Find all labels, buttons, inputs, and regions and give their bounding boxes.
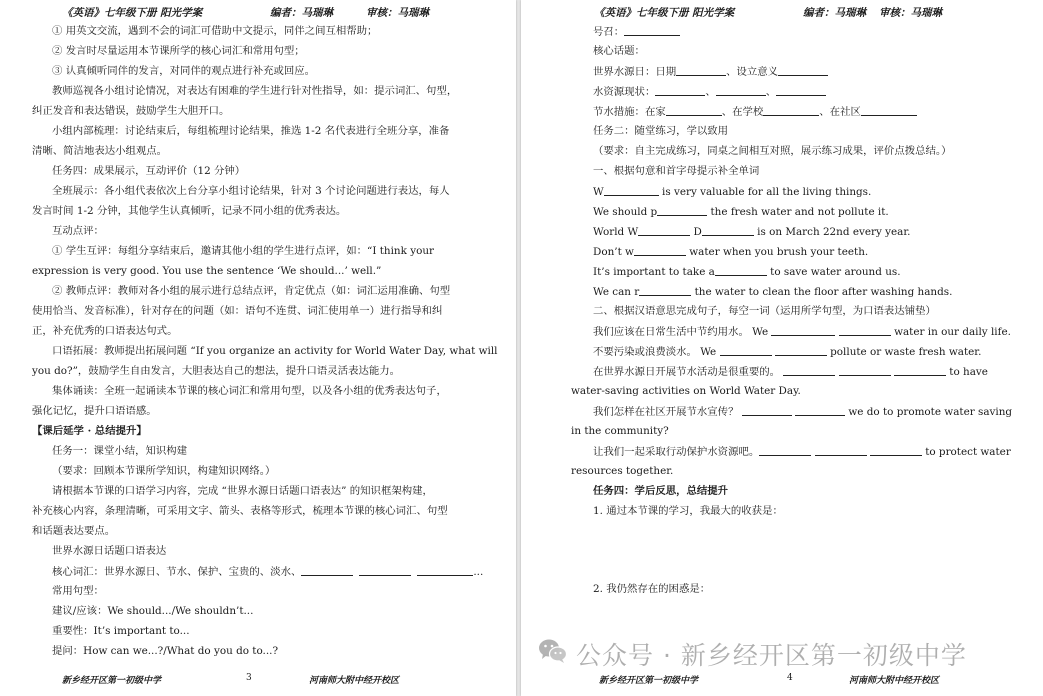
reflection-question: 1. 通过本节课的学习，我最大的收获是： (593, 505, 783, 517)
text-line: （要求：回顾本节课所学知识，构建知识网络。） (52, 465, 276, 477)
left-page (0, 0, 516, 696)
watermark-text: 公众号 · 新乡经开区第一初级中学 (576, 641, 967, 670)
exercise-heading: 二、根据汉语意思完成句子，每空一词（运用所学句型，为口语表达铺垫） (593, 305, 936, 317)
exercise-item (593, 245, 868, 259)
answer-blank[interactable] (634, 245, 686, 256)
text-line: to protect water (925, 446, 1011, 458)
text-line: pollute or waste fresh water. (830, 346, 982, 358)
header-reviewer: 审核：马瑞琳 (879, 7, 942, 19)
blank-line[interactable] (676, 65, 726, 76)
text-line: 在世界水源日开展节水活动是很重要的。 (593, 366, 781, 378)
text-line: 和话题表达要点。 (32, 525, 116, 537)
header-subject: 《英语》七年级下册 阳光学案 (62, 7, 203, 19)
header-subject: 《英语》七年级下册 阳光学案 (594, 7, 735, 19)
footer-school: 新乡经开区第一初级中学 (62, 676, 162, 686)
page-number: 3 (246, 673, 252, 683)
blank-line[interactable] (666, 105, 722, 116)
blank-line[interactable] (417, 565, 473, 576)
footer-campus: 河南师大附中经开校区 (849, 676, 940, 686)
text-line: 核心词汇：世界水源日、节水、保护、宝贵的、淡水、 (52, 566, 302, 578)
wechat-icon (538, 638, 576, 670)
text-line: water in our daily life. (894, 326, 1011, 338)
text-line: 全班展示：各小组代表依次上台分享小组讨论结果，针对 3 个讨论问题进行表达，每人 (52, 185, 450, 197)
answer-blank[interactable] (715, 265, 767, 276)
answer-blank[interactable] (815, 445, 867, 456)
text-line: 发言时间 1-2 分钟，其他学生认真倾听，记录不同小组的优秀表达。 (32, 205, 347, 217)
task-heading: 任务四：学后反思，总结提升 (593, 485, 729, 497)
exercise-item (593, 405, 1012, 419)
answer-blank[interactable] (894, 365, 946, 376)
text-line: 、在学校 (721, 106, 764, 118)
water-day-line (593, 65, 828, 79)
text-line: 让我们一起采取行动保护水资源吧。 (593, 446, 760, 458)
text-line: is on March 22nd every year. (757, 226, 911, 238)
text-line: 核心话题： (593, 45, 645, 57)
exercise-item (593, 185, 871, 199)
text-line: ① 用英文交流，遇到不会的词汇可借助中文提示，同伴之间互相帮助； (52, 25, 378, 37)
text-line: 重要性：It’s important to... (52, 625, 190, 637)
watermark (538, 634, 967, 674)
text-line: water when you brush your teeth. (689, 246, 869, 258)
text-line: 、设立意义 (726, 66, 779, 78)
text-line: to save water around us. (770, 266, 901, 278)
text-line: you do?”，鼓励学生自由发言，大胆表达自己的想法，提升口语灵活表达能力。 (32, 365, 401, 377)
text-line: 水资源现状： (593, 86, 656, 98)
answer-blank[interactable] (783, 365, 835, 376)
exercise-item (593, 205, 889, 219)
answer-blank[interactable] (870, 445, 922, 456)
exercise-item (593, 345, 981, 359)
saving-measures-line (593, 105, 917, 119)
text-line: W (593, 186, 604, 198)
text-line: Don’t w (593, 246, 634, 258)
exercise-heading: 一、根据句意和首字母提示补全单词 (593, 165, 760, 177)
text-line: It’s important to take a (593, 266, 715, 278)
text-line: 我们怎样在社区开展节水宣传？ (593, 406, 739, 418)
task-heading: 任务四：成果展示，互动评价（12 分钟） (52, 165, 246, 177)
page-number: 4 (787, 673, 793, 683)
task-heading: 任务一：课堂小结，知识构建 (52, 445, 188, 457)
blank-line[interactable] (861, 105, 917, 116)
blank-line[interactable] (763, 105, 819, 116)
blank-line[interactable] (624, 25, 680, 36)
text-line: 节水措施：在家 (593, 106, 666, 118)
water-status-line: 水资源现状： 、 、 (593, 85, 826, 99)
text-line: 教师巡视各小组讨论情况，对表达有困难的学生进行针对性指导，如：提示词汇、句型， (52, 85, 458, 97)
blank-line[interactable] (301, 565, 353, 576)
text-line: ② 发言时尽量运用本节课所学的核心词汇和常用句型； (52, 45, 305, 57)
text-line: 、在社区 (819, 106, 861, 118)
text-line: ② 教师点评：教师对各小组的展示进行总结点评，肯定优点（如：词汇运用准确、句型 (52, 285, 451, 297)
call-to-action-line (593, 25, 680, 39)
text-line: 纠正发音和表达错误，鼓励学生大胆开口。 (32, 105, 230, 117)
text-line: 强化记忆，提升口语语感。 (32, 405, 157, 417)
text-line: 正，补充优秀的口语表达句式。 (32, 325, 178, 337)
text-line: 提问：How can we...?/What do you do to...? (52, 645, 279, 657)
answer-blank[interactable] (839, 365, 891, 376)
exercise-item (593, 285, 952, 299)
text-line: water-saving activities on World Water Day. (571, 385, 801, 397)
answer-blank[interactable] (839, 325, 891, 336)
answer-blank[interactable] (742, 405, 792, 416)
text-line: resources together. (571, 465, 674, 477)
answer-blank[interactable] (775, 345, 827, 356)
exercise-item (593, 225, 910, 239)
text-line: 小组内部梳理：讨论结束后，每组梳理讨论结果，推选 1-2 名代表进行全班分享，准备 (52, 125, 450, 137)
text-line: We can r (593, 286, 640, 298)
header-reviewer: 审核：马瑞琳 (366, 7, 429, 19)
text-line: expression is very good. You use the sentence ‘We should...’ well.” (32, 265, 382, 277)
text-line: the water to clean the floor after washing hands. (694, 286, 953, 298)
text-line: 号召： (593, 26, 625, 38)
page-header (521, 5, 1043, 19)
exercise-item (593, 445, 1011, 459)
text-line: ③ 认真倾听同伴的发言，对同伴的观点进行补充或回应。 (52, 65, 316, 77)
header-author: 编者：马瑞琳 (270, 7, 333, 19)
text-line: to have (949, 366, 988, 378)
text-line: in the community? (571, 425, 669, 437)
text-line: （要求：自主完成练习，同桌之间相互对照，展示练习成果，评价点拨总结。） (593, 145, 952, 157)
text-line: ① 学生互评：每组分享结束后，邀请其他小组的学生进行点评，如：“I think your (52, 245, 435, 257)
text-line: D (693, 226, 702, 238)
text-line: 互动点评： (52, 225, 104, 237)
text-line: 集体诵读：全班一起诵读本节课的核心词汇和常用句型，以及各小组的优秀表达句子， (52, 385, 447, 397)
blank-line[interactable] (655, 85, 705, 96)
footer-school: 新乡经开区第一初级中学 (599, 676, 699, 686)
answer-blank[interactable] (795, 405, 845, 416)
text-line: 建议/应该：We should.../We shouldn’t... (52, 605, 254, 617)
answer-blank[interactable] (638, 225, 690, 236)
text-line: 使用恰当、发音标准），针对存在的问题（如：语句不连贯、词汇使用单一）进行指导和纠 (32, 305, 443, 317)
footer-campus: 河南师大附中经开校区 (309, 676, 400, 686)
text-line: 口语拓展：教师提出拓展问题 “If you organize an activity for World Water Day, what will (52, 345, 498, 357)
text-line: 世界水源日话题口语表达 (52, 545, 167, 557)
answer-blank[interactable] (771, 325, 835, 336)
text-line: 我们应该在日常生活中节约用水。 We (593, 326, 769, 338)
text-line: the fresh water and not pollute it. (710, 206, 889, 218)
exercise-item (593, 325, 1011, 339)
text-line: We should p (593, 206, 658, 218)
text-line: 常用句型： (52, 585, 104, 597)
exercise-item (593, 265, 901, 279)
core-vocab-line: 核心词汇：世界水源日、节水、保护、宝贵的、淡水、 ... (52, 566, 484, 578)
text-line: World W (593, 226, 639, 238)
blank-line[interactable] (778, 65, 828, 76)
text-line: 请根据本节课的口语学习内容，完成 “世界水源日话题口语表达” 的知识框架构建， (52, 485, 433, 497)
section-heading: 【课后延学 · 总结提升】 (32, 425, 147, 437)
reflection-question: 2. 我仍然存在的困惑是： (593, 583, 711, 595)
answer-blank[interactable] (720, 345, 772, 356)
answer-blank[interactable] (639, 285, 691, 296)
answer-blank[interactable] (759, 445, 811, 456)
text-line: 清晰、简洁地表达小组观点。 (32, 145, 168, 157)
exercise-item (593, 365, 988, 379)
blank-line[interactable] (776, 85, 826, 96)
text-line: 不要污染或浪费淡水。 We (593, 346, 717, 358)
header-author: 编者：马瑞琳 (803, 7, 866, 19)
text-line: 补充核心内容，条理清晰，可采用文字、箭头、表格等形式，梳理本节课的核心词汇、句型 (32, 505, 448, 517)
task-heading: 任务二：随堂练习，学以致用 (593, 125, 729, 137)
answer-blank[interactable] (604, 185, 659, 196)
text-line: is very valuable for all the living things. (662, 186, 872, 198)
answer-blank[interactable] (657, 205, 707, 216)
answer-blank[interactable] (702, 225, 754, 236)
page-header (0, 5, 516, 19)
blank-line[interactable] (716, 85, 766, 96)
blank-line[interactable] (359, 565, 411, 576)
right-page (521, 0, 1043, 696)
text-line: 世界水源日：日期 (593, 66, 677, 78)
text-line: we do to promote water saving (848, 406, 1013, 418)
